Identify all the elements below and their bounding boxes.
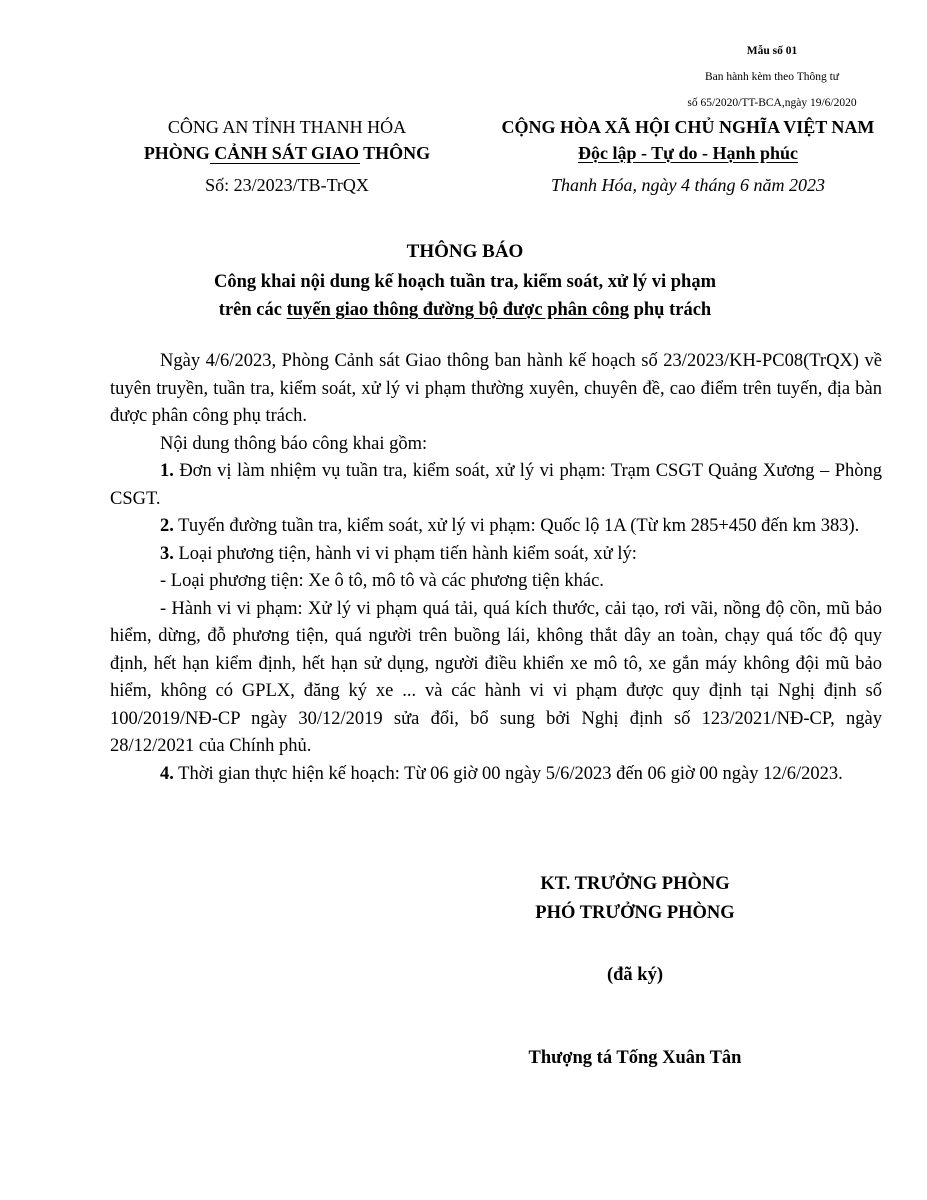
item-4: 4. Thời gian thực hiện kế hoạch: Từ 06 giờ 00 ngày 5/6/2023 đến 06 giờ 00 ngày 12/6/2023.	[160, 763, 843, 784]
place-and-date: Thanh Hóa, ngày 4 tháng 6 năm 2023	[551, 175, 825, 195]
department-name: PHÒNG CẢNH SÁT GIAO THÔNG	[144, 140, 430, 166]
content-heading: Nội dung thông báo công khai gồm:	[160, 433, 428, 454]
title-line-1: Công khai nội dung kế hoạch tuần tra, kiểm soát, xử lý vi phạm	[214, 272, 716, 292]
document-title	[110, 238, 820, 324]
signature-block	[470, 870, 800, 1073]
document-body	[110, 348, 882, 788]
intro-paragraph: Ngày 4/6/2023, Phòng Cảnh sát Giao thông ban hành kế hoạch số 23/2023/KH-PC08(TrQX) về tuyên truyền, tuần tra, kiểm soát, xử lý vi phạm thường xuyên, chuyên đề, cao điểm trên tuyến, địa bàn được phân công phụ trách.	[110, 351, 882, 426]
item-2: 2. Tuyến đường tuần tra, kiểm soát, xử lý vi phạm: Quốc lộ 1A (Từ km 285+450 đến km 383).	[160, 516, 860, 536]
vehicle-types: - Loại phương tiện: Xe ô tô, mô tô và các phương tiện khác.	[160, 571, 604, 591]
signer-role-2: PHÓ TRƯỞNG PHÒNG	[535, 903, 735, 923]
item-1: 1. Đơn vị làm nhiệm vụ tuần tra, kiểm soát, xử lý vi phạm: Trạm CSGT Quảng Xương – Phòng CSGT.	[110, 461, 882, 509]
violations: - Hành vi vi phạm: Xử lý vi phạm quá tải, quá kích thước, cải tạo, rơi vãi, nồng độ cồn, mũ bảo hiểm, dừng, đỗ phương tiện, quá người trên buồng lái, không thắt dây an toàn, chạy quá tốc độ quy định, hết hạn kiểm định, hết hạn sử dụng, người điều khiển xe mô tô, xe gắn máy không đội mũ bảo hiểm, không có GPLX, đăng ký xe ... và các hành vi vi phạm được quy định tại Nghị định số 100/2019/NĐ-CP ngày 30/12/2019 sửa đổi, bổ sung bởi Nghị định số 123/2021/NĐ-CP, ngày 28/12/2021 của Chính phủ.	[110, 598, 882, 756]
form-issued-with: Ban hành kèm theo Thông tư	[704, 71, 840, 83]
item-3: 3. Loại phương tiện, hành vi vi phạm tiến hành kiểm soát, xử lý:	[160, 543, 637, 564]
title-main: THÔNG BÁO	[406, 241, 524, 262]
form-number: Mẫu số 01	[746, 45, 798, 57]
document-number: Số: 23/2023/TB-TrQX	[205, 175, 369, 195]
form-note	[662, 38, 882, 116]
signer-name: Thượng tá Tống Xuân Tân	[528, 1048, 742, 1068]
nation-title: CỘNG HÒA XÃ HỘI CHỦ NGHĨA VIỆT NAM	[501, 117, 875, 137]
form-circular: số 65/2020/TT-BCA,ngày 19/6/2020	[687, 97, 857, 109]
issuing-agency-header	[112, 114, 462, 198]
signer-role-1: KT. TRƯỞNG PHÒNG	[540, 874, 730, 894]
national-header	[468, 114, 908, 198]
agency-name: CÔNG AN TỈNH THANH HÓA	[167, 117, 407, 137]
title-line-2: trên các tuyến giao thông đường bộ được phân công phụ trách	[218, 300, 712, 320]
national-motto: Độc lập - Tự do - Hạnh phúc	[577, 143, 799, 163]
signed-note: (đã ký)	[606, 965, 664, 985]
